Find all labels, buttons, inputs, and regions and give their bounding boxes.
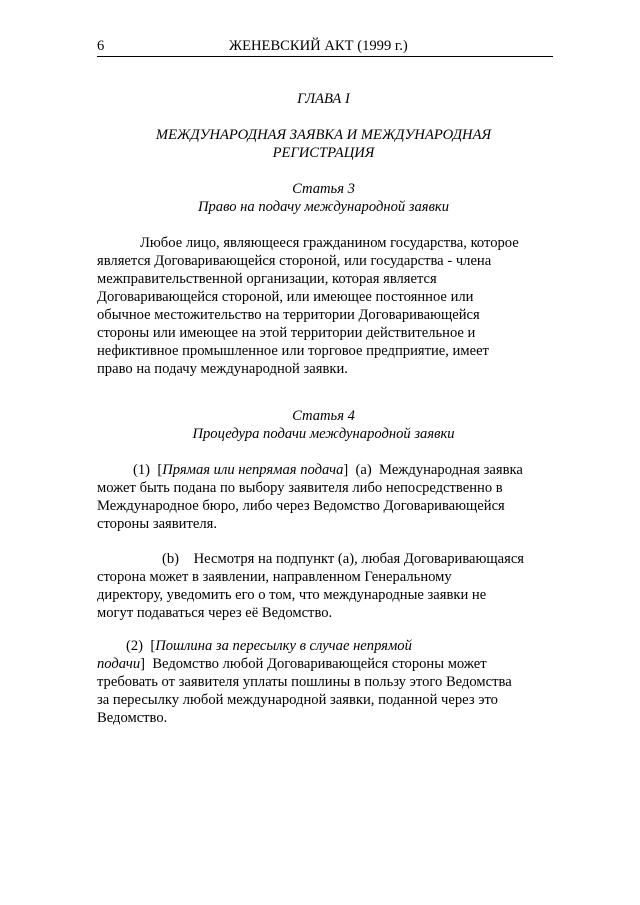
paragraph-number: (1): [133, 462, 151, 478]
paragraph-heading: Прямая или непрямая подача: [162, 462, 344, 478]
chapter-title-line-2: РЕГИСТРАЦИЯ: [272, 145, 375, 161]
paragraph-line: требовать от заявителя уплаты пошлины в пользу этого Ведомства: [97, 674, 512, 690]
paragraph-text: Несмотря на подпункт (a), любая Договаривающаяся: [193, 551, 525, 567]
paragraph-line: Любое лицо, являющееся гражданином государства, которое: [140, 235, 519, 251]
paragraph-first-line: [126, 637, 412, 655]
paragraph-text: Международная заявка: [379, 462, 523, 478]
chapter-number: ГЛАВА I: [297, 91, 350, 107]
article-4-number: Статья 4: [292, 408, 355, 424]
paragraph-line: Международное бюро, либо через Ведомство Договаривающейся: [97, 498, 505, 514]
article-4-title: Процедура подачи международной заявки: [192, 426, 455, 442]
paragraph-line: директору, уведомить его о том, что международные заявки не: [97, 587, 487, 603]
paragraph-line: нефиктивное промышленное или торговое предприятие, имеет: [97, 343, 489, 359]
running-header-title: ЖЕНЕВСКИЙ АКТ (1999 г.): [229, 38, 408, 54]
chapter-title-line-1: МЕЖДУНАРОДНАЯ ЗАЯВКА И МЕЖДУНАРОДНАЯ: [155, 127, 492, 143]
subparagraph-letter: (a): [355, 462, 372, 478]
paragraph-line: право на подачу международной заявки.: [97, 361, 348, 377]
paragraph-line: стороны заявителя.: [97, 516, 217, 532]
article-3-title: Право на подачу международной заявки: [197, 199, 450, 215]
paragraph-line: Договаривающейся стороной, или имеющее постоянное или: [97, 289, 474, 305]
paragraph-line: обычное местожительство на территории Договаривающейся: [97, 307, 480, 323]
open-bracket: [: [157, 462, 163, 478]
paragraph-line: сторона может в заявлении, направленном Генеральному: [97, 569, 452, 585]
paragraph-line: является Договаривающейся стороной, или государства - члена: [97, 253, 492, 269]
paragraph-line: могут подаваться через её Ведомство.: [97, 605, 333, 621]
header-rule: [97, 56, 553, 57]
paragraph-first-line: [162, 550, 524, 568]
paragraph-first-line: [133, 461, 523, 479]
paragraph-heading-line-1: Пошлина за пересылку в случае непрямой: [155, 638, 412, 654]
paragraph-heading-line-2: подачи: [97, 656, 141, 672]
close-bracket: ]: [343, 462, 349, 478]
article-3-number: Статья 3: [292, 181, 355, 197]
open-bracket: [: [150, 638, 156, 654]
subparagraph-letter: (b): [162, 551, 180, 567]
paragraph-text: Ведомство любой Договаривающейся стороны может: [152, 656, 487, 672]
paragraph-line: межправительственной организации, которая является: [97, 271, 437, 287]
paragraph-line: Ведомство.: [97, 710, 168, 726]
paragraph-line: может быть подана по выбору заявителя либо непосредственно в: [97, 480, 503, 496]
paragraph-line: за пересылку любой международной заявки, поданной через это: [97, 692, 498, 708]
paragraph-number: (2): [126, 638, 144, 654]
page-number: 6: [97, 38, 105, 54]
paragraph-second-line: [97, 655, 487, 673]
close-bracket: ]: [140, 656, 146, 672]
paragraph-line: стороны или имеющее на этой территории действительное и: [97, 325, 476, 341]
